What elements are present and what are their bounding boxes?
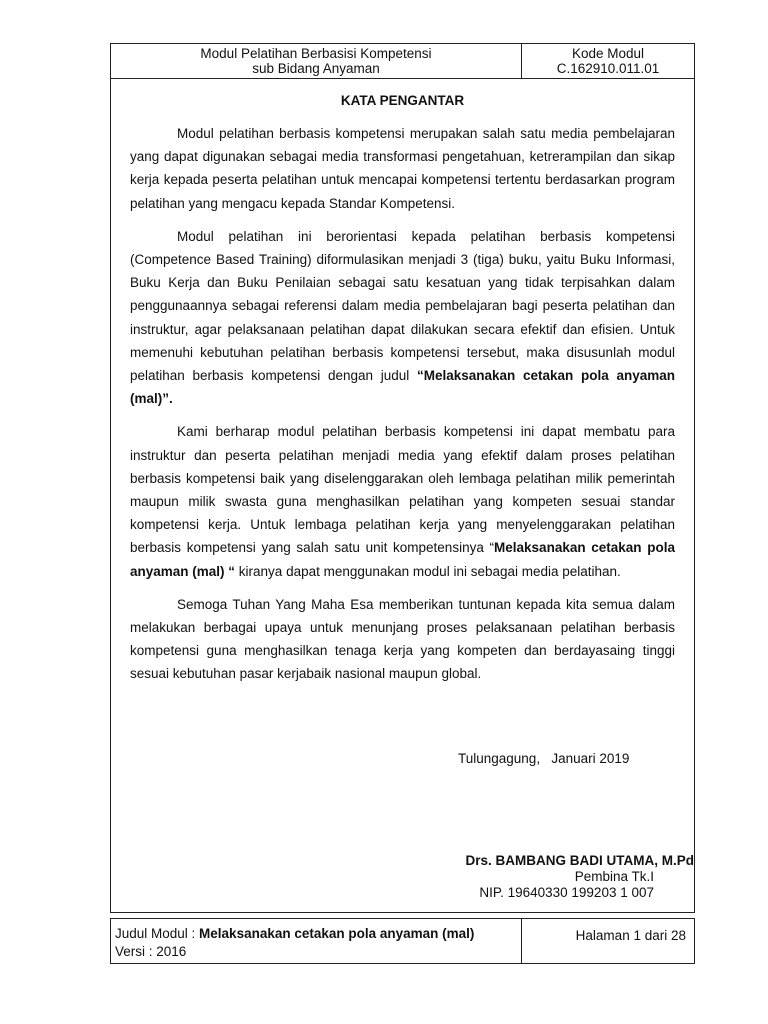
header-module-code [522, 44, 694, 78]
footer-table [110, 918, 695, 964]
paragraph-3 [130, 420, 675, 582]
judul-label: Judul Modul : [115, 926, 200, 941]
place-date: Tulungagung, Januari 2019 [458, 751, 630, 766]
paragraph-4: Semoga Tuhan Yang Maha Esa memberikan tuntunan kepada kita semua dalam melakukan berbagai upaya untuk menunjang proses pelaksanaan pelatihan berbasis kompetensi guna menghasilkan tenaga kerja yang kompeten dan berdayasaing tinggi sesuai kebutuhan pasar kerjabaik nasional maupun global. [130, 596, 675, 682]
footer-page-number: Halaman 1 dari 28 [575, 928, 686, 943]
code-value: C.162910.011.01 [556, 61, 660, 76]
body-content [130, 92, 675, 696]
header-module-title [111, 44, 522, 78]
footer-versi: Versi : 2016 [115, 944, 187, 959]
module-title-line1: Modul Pelatihan Berbasisi Kompetensi [200, 46, 432, 61]
signer-rank: Pembina Tk.I [574, 869, 654, 884]
code-label: Kode Modul [571, 46, 645, 61]
signer-name: Drs. BAMBANG BADI UTAMA, M.Pd [465, 853, 694, 868]
footer-judul [115, 925, 521, 943]
footer-module-info [111, 919, 522, 963]
paragraph-2-text: Modul pelatihan ini berorientasi kepada pelatihan berbasis kompetensi (Competence Based Training) diformulasikan menjadi 3 (tiga) buku, yaitu Buku Informasi, Buku Kerja dan Buku Penilaian sebagai satu kesatuan yang tidak terpisahkan dalam penggunaannya sebagai referensi dalam media pembelajaran bagi peserta pelatihan dan instruktur, agar pelaksanaan pelatihan dapat dilakukan secara efektif dan efisien. Untuk memenuhi kebutuhan pelatihan berbasis kompetensi tersebut, maka disusunlah modul pelatihan berbasis kompetensi dengan judul [130, 228, 675, 384]
module-title-line2: sub Bidang Anyaman [252, 61, 380, 76]
paragraph-3-bold: Melaksanakan cetakan pola anyaman (mal) “ [130, 540, 675, 579]
paragraph-3-text-a: Kami berharap modul pelatihan berbasis kompetensi ini dapat membatu para instruktur dan peserta pelatihan menjadi media yang efektif dalam proses pelatihan berbasis kompetensi baik yang diselenggarakan oleh lembaga pelatihan milik pemerintah maupun milik swasta guna menghasilkan pelatihan yang kompeten sesuai standar kompetensi kerja. Untuk lembaga pelatihan kerja yang menyelenggarakan pelatihan berbasis kompetensi yang salah satu unit kompetensinya “ [130, 424, 675, 556]
paragraph-2 [130, 225, 675, 411]
paragraph-1: Modul pelatihan berbasis kompetensi merupakan salah satu media pembelajaran yang dapat digunakan sebagai media transformasi pengetahuan, ketrerampilan dan sikap kerja kepada peserta pelatihan untuk mencapai kompetensi tertentu berdasarkan program pelatihan yang mengacu kepada Standar Kompetensi. [130, 126, 675, 211]
signer-nip: NIP. 19640330 199203 1 007 [479, 885, 654, 900]
paragraph-2-bold: “Melaksanakan cetakan pola anyaman (mal)”. [130, 368, 676, 407]
signature-block [466, 853, 695, 901]
judul-value: Melaksanakan cetakan pola anyaman (mal) [199, 926, 475, 941]
paragraph-3-text-b: kiranya dapat menggunakan modul ini sebagai media pelatihan. [235, 563, 621, 579]
section-title: KATA PENGANTAR [340, 93, 465, 108]
header-table [110, 43, 695, 79]
